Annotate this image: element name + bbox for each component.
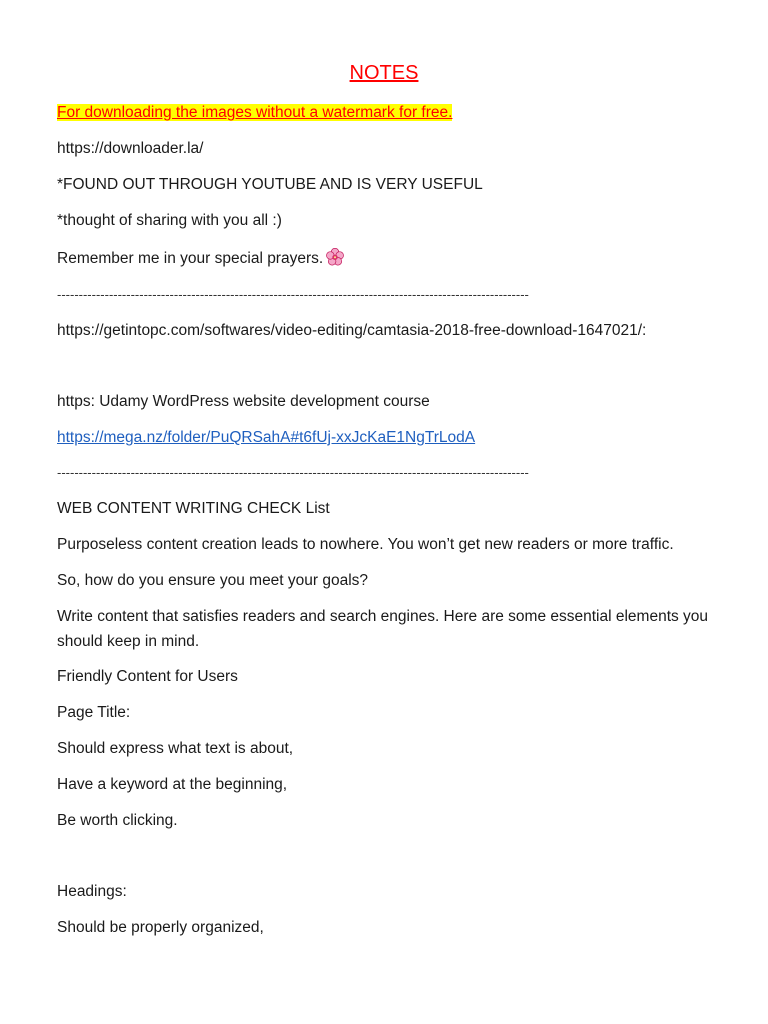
camtasia-url: https://getintopc.com/softwares/video-editing/camtasia-2018-free-download-1647021/: (57, 322, 647, 339)
checklist-item-4: Should be properly organized, (57, 919, 264, 936)
section-heading-friendly-content: Friendly Content for Users (57, 668, 238, 685)
checklist-heading: WEB CONTENT WRITING CHECK List (57, 500, 330, 517)
prayer-text: Remember me in your special prayers. (57, 250, 324, 267)
sharing-note: *thought of sharing with you all :) (57, 212, 282, 229)
body-paragraph-3: Write content that satisfies readers and search engines. Here are some essential elements you should keep in mind. (57, 608, 709, 650)
highlighted-note (57, 103, 452, 123)
checklist-item-2: Have a keyword at the beginning, (57, 776, 288, 793)
checklist-item-3: Be worth clicking. (57, 812, 178, 829)
page-title: NOTES (349, 62, 419, 84)
checklist-item-1: Should express what text is about, (57, 740, 294, 757)
mega-link-row (57, 428, 475, 448)
youtube-note: *FOUND OUT THROUGH YOUTUBE AND IS VERY USEFUL (57, 176, 483, 193)
mega-folder-link[interactable]: https://mega.nz/folder/PuQRSahA#t6fUj-xxJcKaE1NgTrLodA (57, 429, 476, 446)
body-paragraph-1: Purposeless content creation leads to nowhere. You won’t get new readers or more traffic. (57, 536, 674, 553)
prayer-note (57, 248, 344, 269)
separator-line: ------------------------------------------------------------------------------------------------------------- (57, 287, 529, 302)
body-paragraph-2: So, how do you ensure you meet your goals? (57, 572, 369, 589)
highlighted-text: For downloading the images without a watermark for free. (57, 104, 453, 121)
downloader-url: https://downloader.la/ (57, 140, 204, 157)
cherry-blossom-icon (326, 248, 344, 266)
separator-line-2: ------------------------------------------------------------------------------------------------------------- (57, 465, 529, 480)
section-heading-page-title: Page Title: (57, 704, 131, 721)
section-heading-headings: Headings: (57, 883, 127, 900)
udamy-course-note: https: Udamy WordPress website development course (57, 393, 430, 410)
